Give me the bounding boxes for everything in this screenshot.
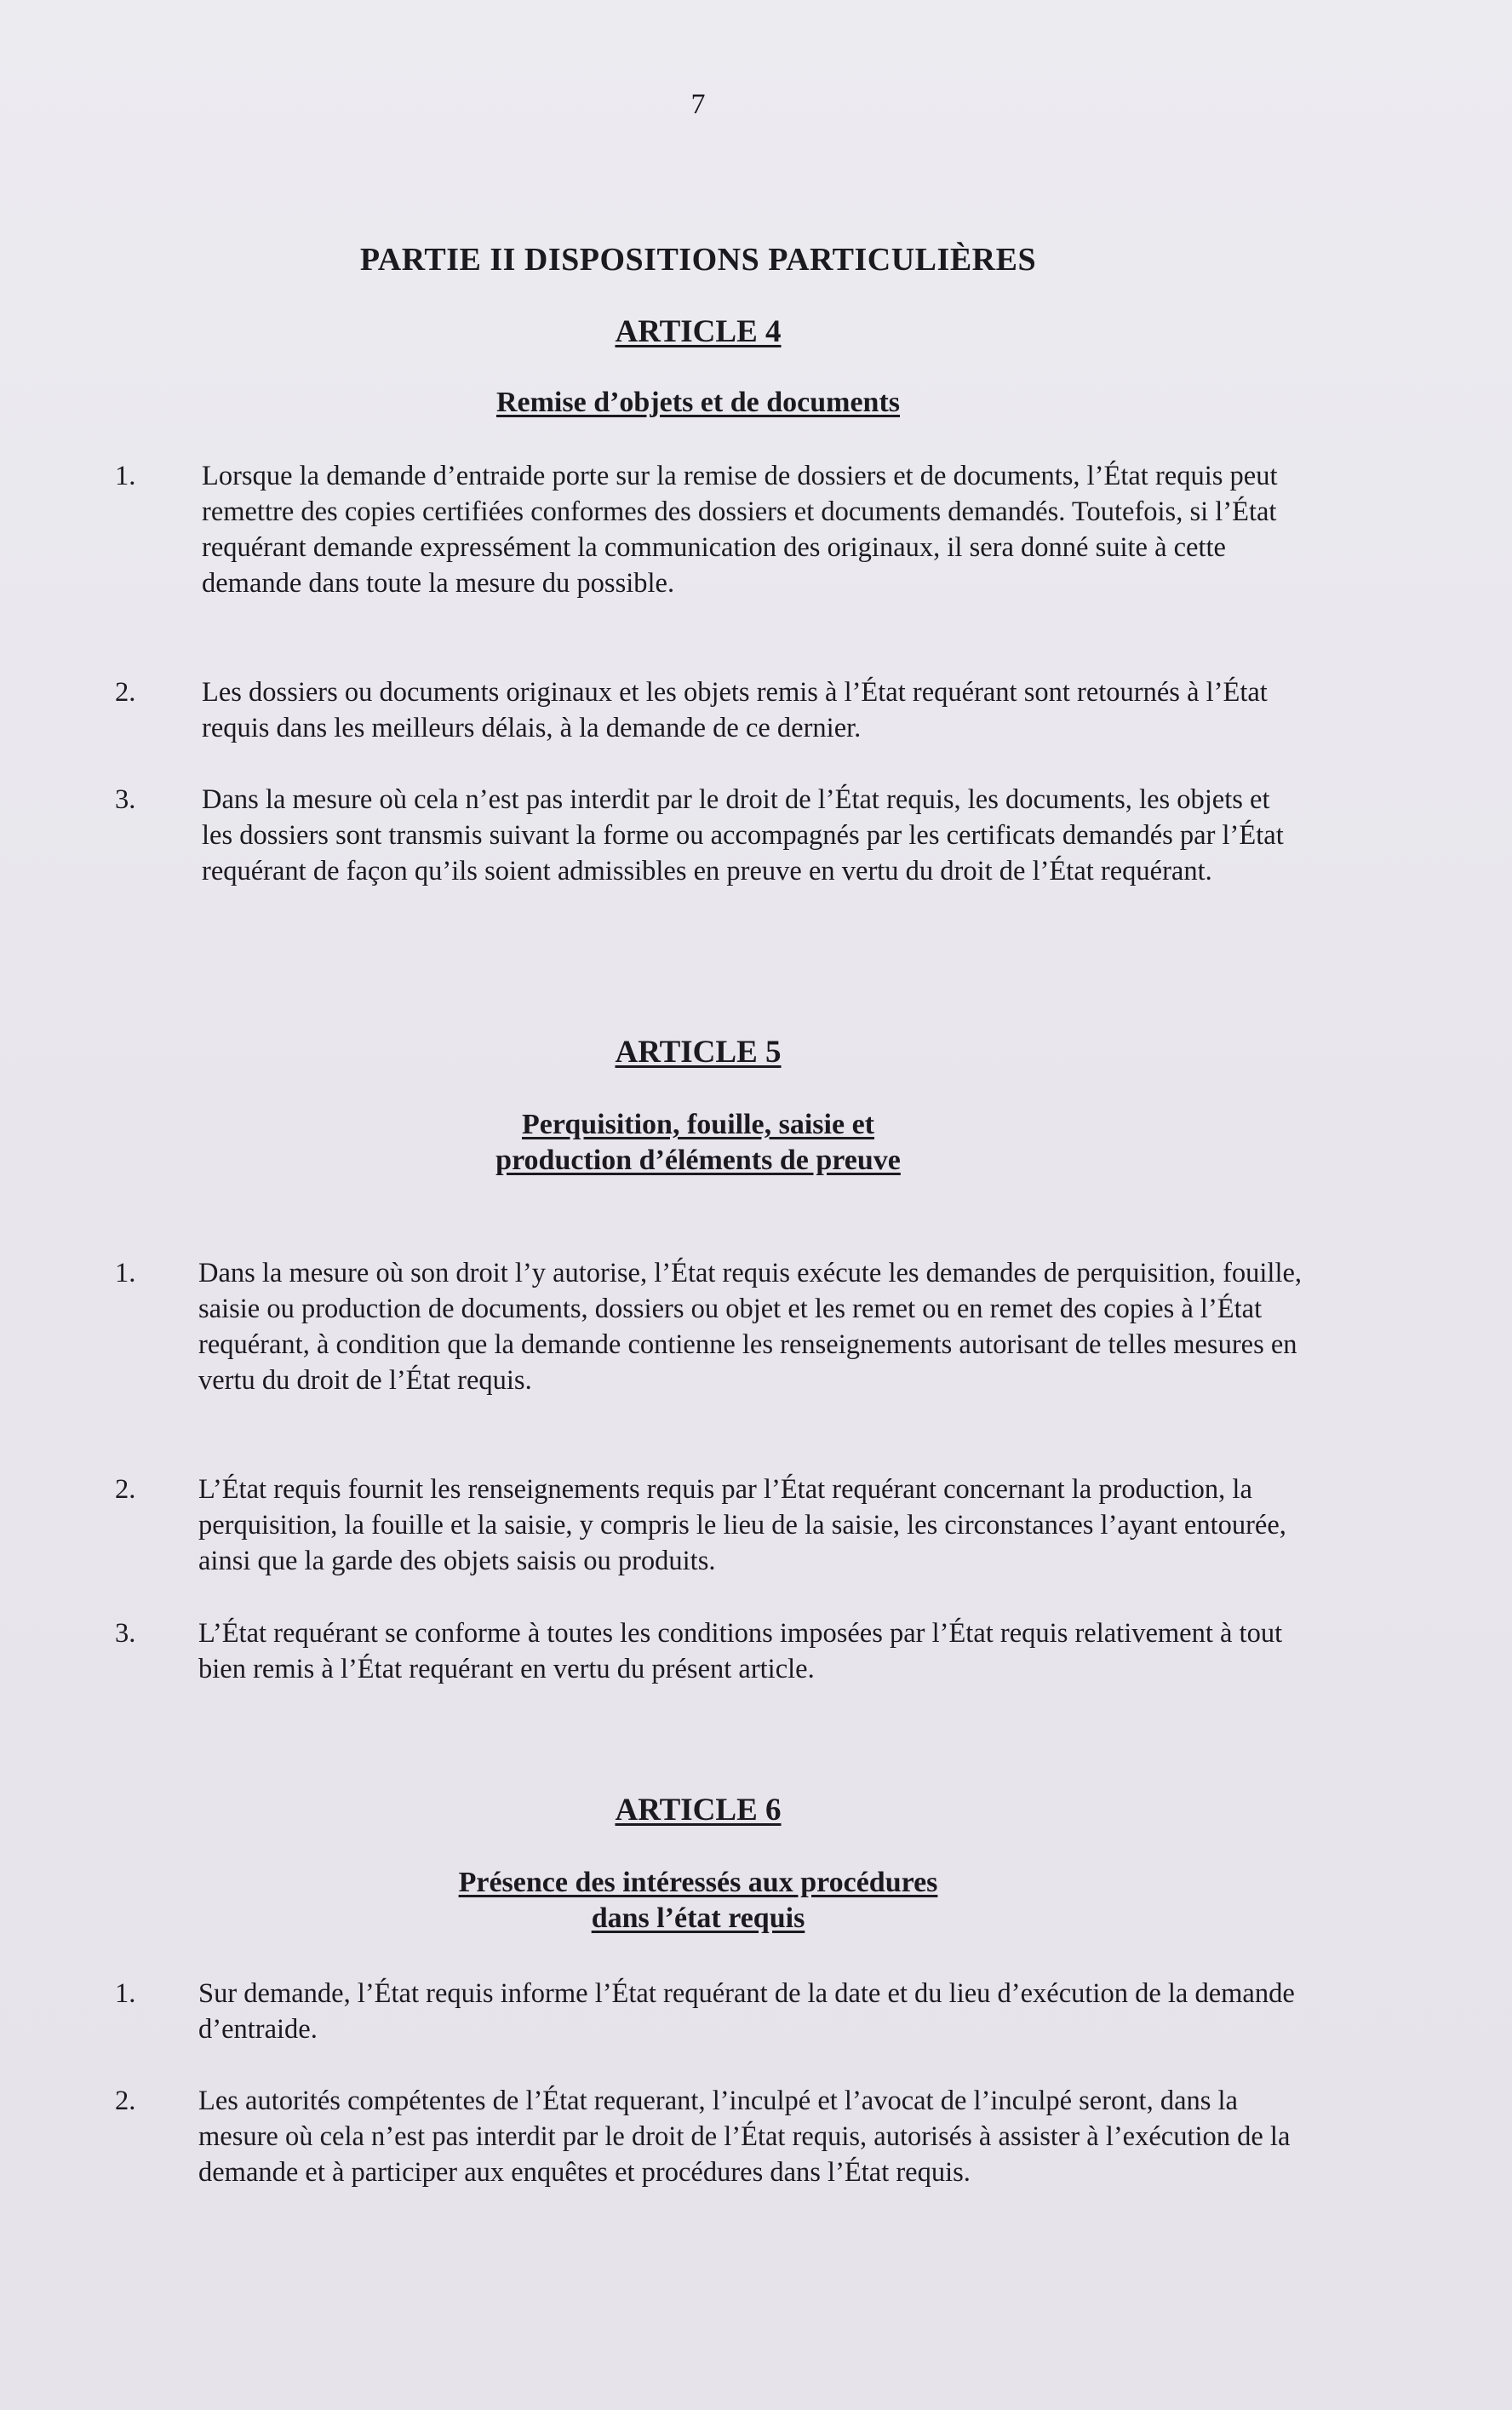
paragraph-number: 2. [115, 1474, 136, 1505]
article-4-paragraph-2 [115, 674, 1307, 746]
paragraph-number: 3. [115, 1618, 136, 1649]
article-5-paragraph-1 [115, 1255, 1307, 1398]
article-5-subtitle-line-1: Perquisition, fouille, saisie et [522, 1109, 874, 1140]
article-5-paragraph-3 [115, 1615, 1307, 1687]
article-5-subtitle-line-2: production d’éléments de preuve [495, 1145, 901, 1176]
article-4-paragraph-1 [115, 458, 1307, 601]
article-5-paragraph-2 [115, 1472, 1307, 1579]
article-4-title: ARTICLE 4 [615, 314, 782, 349]
paragraph-number: 2. [115, 677, 136, 708]
paragraph-number: 1. [115, 1978, 136, 2009]
paragraph-number: 1. [115, 461, 136, 491]
article-4-paragraph-3 [115, 782, 1307, 889]
part-title: PARTIE II DISPOSITIONS PARTICULIÈRES [359, 242, 1037, 278]
article-6-title: ARTICLE 6 [615, 1793, 782, 1828]
paragraph-text: Les autorités compétentes de l’État requerant, l’inculpé et l’avocat de l’inculpé seront, dans la mesure où cela n’est pas interdit par le droit de l’État requis, autorisés à assister à l’exécution de la demande et à participer aux enquêtes et procédures dans l’État requis. [198, 2086, 1291, 2188]
article-6-paragraph-2 [115, 2083, 1307, 2190]
paragraph-text: Dans la mesure où cela n’est pas interdit par le droit de l’État requis, les documents, les objets et les dossiers sont transmis suivant la forme ou accompagnés par les certificats demandés par l’État requérant de façon qu’ils soient admissibles en preuve en vertu du droit de l’État requérant. [202, 784, 1284, 887]
article-6-paragraph-1 [115, 1976, 1307, 2047]
paragraph-text: L’État requérant se conforme à toutes les conditions imposées par l’État requis relativement à tout bien remis à l’État requérant en vertu du présent article. [198, 1618, 1283, 1684]
paragraph-number: 1. [115, 1258, 136, 1288]
article-5-title: ARTICLE 5 [615, 1035, 782, 1070]
paragraph-text: Les dossiers ou documents originaux et les objets remis à l’État requérant sont retournés à l’État requis dans les meilleurs délais, à la demande de ce dernier. [202, 677, 1268, 743]
page-number: 7 [690, 89, 706, 120]
paragraph-text: Dans la mesure où son droit l’y autorise, l’État requis exécute les demandes de perquisition, fouille, saisie ou production de documents, dossiers ou objet et les remet ou en remet des copies à l’État requérant, à condition que la demande contienne les renseignements autorisant de telles mesures en vertu du droit de l’État requis. [198, 1258, 1303, 1396]
article-6-subtitle-line-1: Présence des intéressés aux procédures [458, 1867, 938, 1898]
article-4-subtitle: Remise d’objets et de documents [495, 387, 901, 418]
paragraph-number: 2. [115, 2086, 136, 2116]
paragraph-text: Lorsque la demande d’entraide porte sur la remise de dossiers et de documents, l’État requis peut remettre des copies certifiées conformes des dossiers et documents demandés. Toutefois, si l’État requérant demande expressément la communication des originaux, il sera donné suite à cette demande dans toute la mesure du possible. [202, 461, 1278, 599]
paragraph-text: Sur demande, l’État requis informe l’État requérant de la date et du lieu d’exécution de la demande d’entraide. [198, 1978, 1295, 2045]
article-6-subtitle-line-2: dans l’état requis [591, 1902, 805, 1934]
paragraph-text: L’État requis fournit les renseignements requis par l’État requérant concernant la production, la perquisition, la fouille et la saisie, y compris le lieu de la saisie, les circonstances l’ayant entourée, ainsi que la garde des objets saisis ou produits. [198, 1474, 1286, 1576]
paragraph-number: 3. [115, 784, 136, 815]
